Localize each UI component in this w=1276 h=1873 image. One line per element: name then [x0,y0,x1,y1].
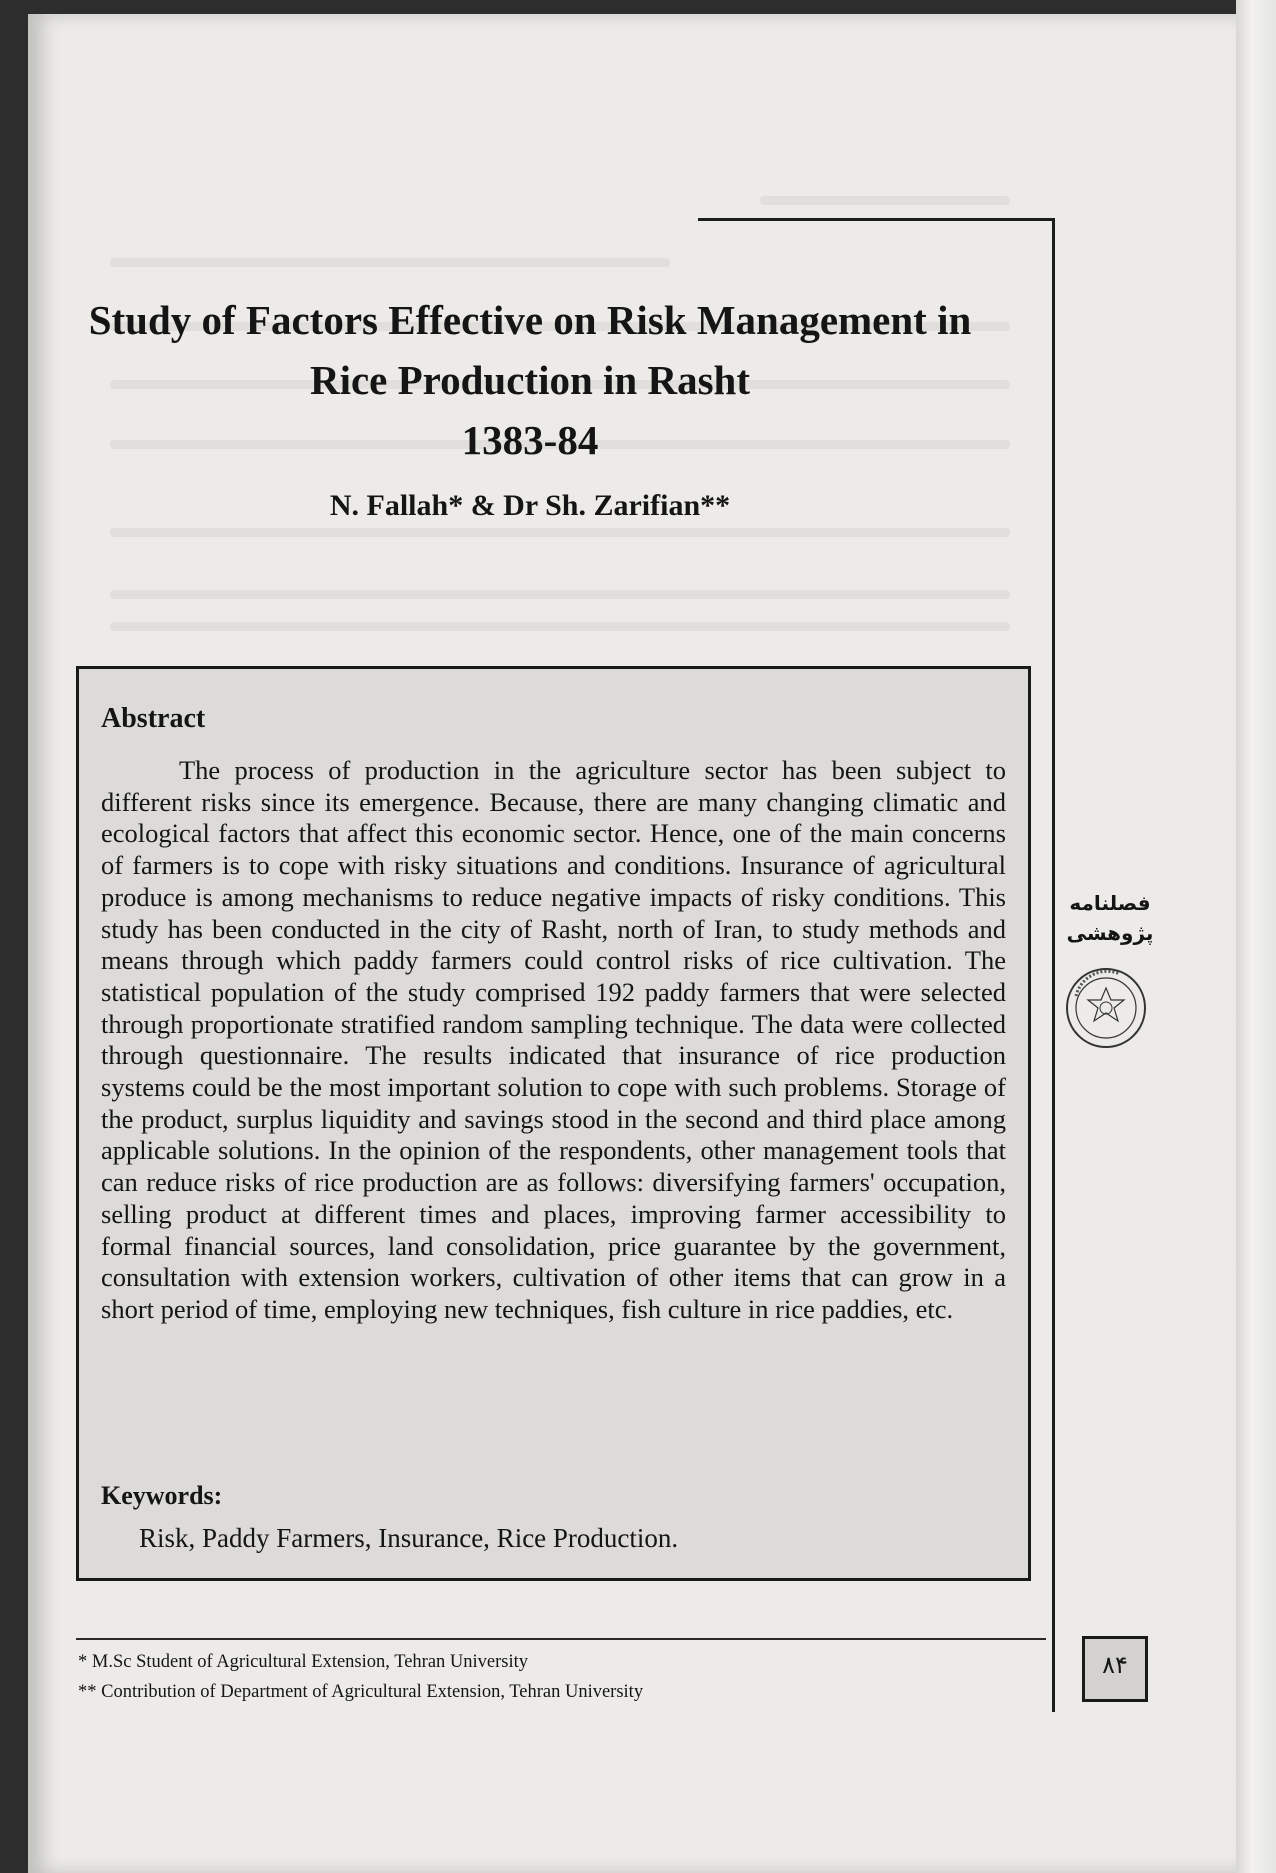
journal-seal-icon [1064,966,1148,1050]
keywords-list: Risk, Paddy Farmers, Insurance, Rice Production. [139,1523,679,1553]
frame-right-rule [1052,218,1055,1712]
article-title: Study of Factors Effective on Risk Management in Rice Production in Rasht [88,297,972,403]
journal-label-line1: فصلنامه [1069,891,1151,915]
journal-label [1062,888,1158,948]
abstract-heading: Abstract [101,703,206,734]
page-edge [1236,0,1276,1873]
footnote-1: * M.Sc Student of Agricultural Extension, Tehran University [78,1652,529,1672]
abstract-box [76,666,1031,1581]
page-number: ۸۴ [1102,1651,1128,1679]
journal-label-line2: پژوهشی [1066,921,1154,945]
frame-top-rule [698,218,1055,221]
footnote-2: ** Contribution of Department of Agricultural Extension, Tehran University [78,1682,644,1702]
page-number-box [1082,1636,1148,1702]
footnote-rule [76,1638,1046,1640]
article-authors: N. Fallah* & Dr Sh. Zarifian** [329,489,731,522]
article-year: 1383-84 [461,417,599,463]
abstract-body: The process of production in the agriculture sector has been subject to different risks since its emergence. Because, there are many changing climatic and ecological factors that affect this economic sector. Hence, one of the main concerns of farmers is to cope with risky situations and conditions. Insurance of agricultural produce is among mechanisms to reduce negative impacts of risky conditions. This study has been conducted in the city of Rasht, north of Iran, to study methods and means through which paddy farmers could control risks of rice cultivation. The statistical population of the study comprised 192 paddy farmers that were selected through proportionate stratified random sampling technique. The data were collected through questionnaire. The results indicated that insurance of rice production systems could be the most important solution to cope with such problems. Storage of the product, surplus liquidity and savings stood in the second and third place among applicable solutions. In the opinion of the respondents, other management tools that can reduce risks of rice production are as follows: diversifying farmers' occupation, selling product at different times and places, improving farmer accessibility to formal financial sources, land consolidation, price guarantee by the government, consultation with extension workers, cultivation of other items that can grow in a short period of time, employing new techniques, fish culture in rice paddies, etc. [101,755,1006,1324]
keywords-heading: Keywords: [101,1481,223,1510]
